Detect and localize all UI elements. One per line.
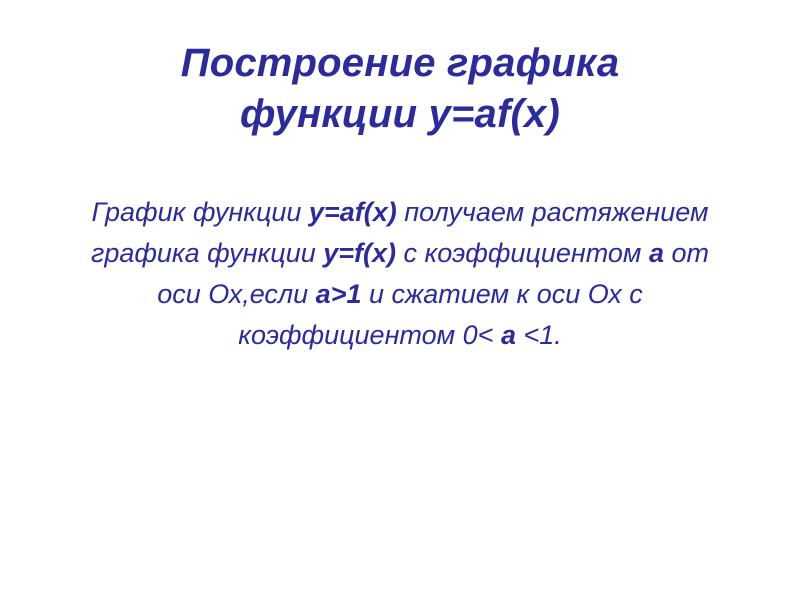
body-formula-y-af-x: y=af(x) bbox=[308, 197, 397, 228]
body-condition-a-greater-1: a>1 bbox=[315, 279, 362, 310]
body-formula-y-f-x: y=f(x) bbox=[323, 238, 397, 269]
slide-body-text bbox=[80, 192, 720, 356]
body-segment-3: получаем растяжением графика функции bbox=[91, 197, 709, 269]
body-segment-7: от оси Ох,если bbox=[157, 238, 709, 310]
body-segment-11: <1. bbox=[515, 320, 562, 351]
page-title-line-2: функции y=af(x) bbox=[240, 92, 560, 137]
body-coefficient-a: a bbox=[648, 238, 664, 269]
body-segment-5: с коэффициентом bbox=[396, 238, 649, 269]
page-title-line-1: Построение графика bbox=[180, 41, 620, 85]
body-coefficient-a-2: a bbox=[500, 320, 516, 351]
page-title bbox=[50, 38, 750, 140]
body-segment-1: График функции bbox=[91, 197, 309, 228]
body-segment-9: и сжатием к оси Ох с коэффициентом 0< bbox=[238, 279, 643, 351]
